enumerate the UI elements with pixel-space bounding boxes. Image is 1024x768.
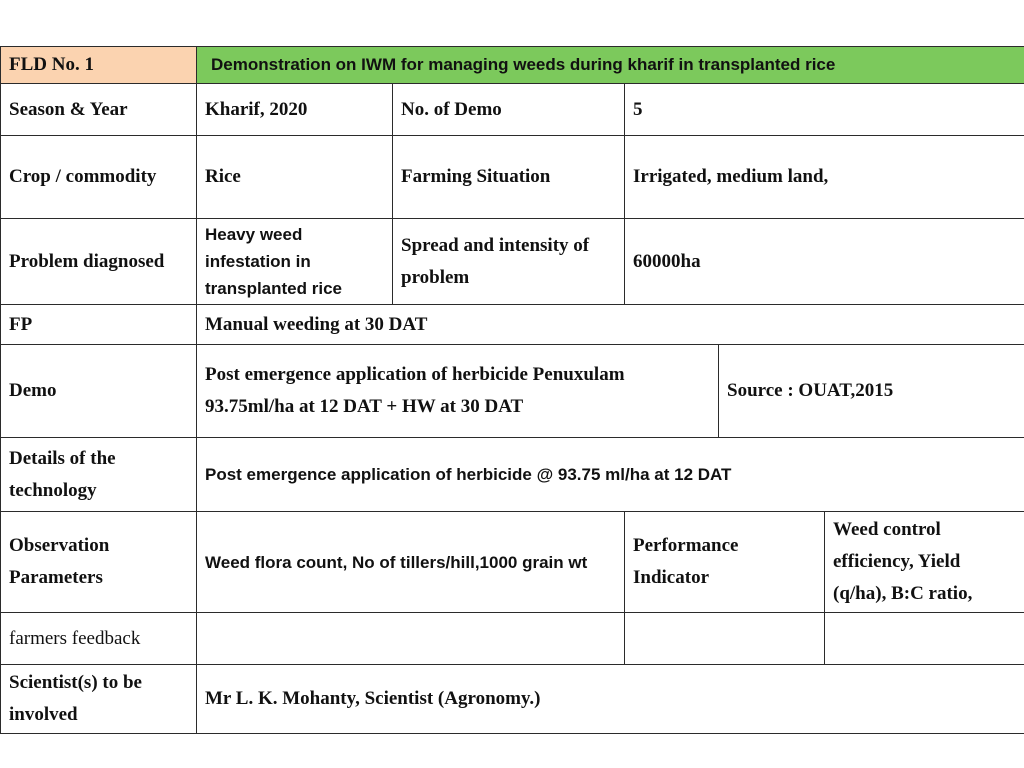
feedback-cell-3 [825,613,1024,665]
row-fp [1,305,1024,345]
row-feedback [1,613,1024,665]
season-value: Kharif, 2020 [197,84,393,136]
fld-number: FLD No. 1 [1,47,197,84]
observation-label: Observation Parameters [1,512,197,613]
problem-label: Problem diagnosed [1,219,197,305]
feedback-cell-2 [625,613,825,665]
performance-indicator-label: Performance Indicator [625,512,825,613]
scientist-label: Scientist(s) to be involved [1,665,197,734]
details-value: Post emergence application of herbicide @ 93.75 ml/ha at 12 DAT [197,438,1024,512]
feedback-label: farmers feedback [1,613,197,665]
problem-value: Heavy weed infestation in transplanted rice [197,219,393,305]
scientist-value: Mr L. K. Mohanty, Scientist (Agronomy.) [197,665,1024,734]
row-scientist [1,665,1024,734]
crop-value: Rice [197,136,393,219]
row-crop [1,136,1024,219]
details-label: Details of the technology [1,438,197,512]
farming-situation-label: Farming Situation [393,136,625,219]
row-season [1,84,1024,136]
observation-value: Weed flora count, No of tillers/hill,1000 grain wt [197,512,625,613]
demo-value: Post emergence application of herbicide Penuxulam 93.75ml/ha at 12 DAT + HW at 30 DAT [197,345,719,438]
farming-situation-value: Irrigated, medium land, [625,136,1024,219]
fp-value: Manual weeding at 30 DAT [197,305,1024,345]
performance-indicator-value: Weed control efficiency, Yield (q/ha), B:C ratio, [825,512,1024,613]
fld-table [0,46,1024,734]
row-details [1,438,1024,512]
row-observation [1,512,1024,613]
spread-value: 60000ha [625,219,1024,305]
row-demo [1,345,1024,438]
demonstration-title: Demonstration on IWM for managing weeds during kharif in transplanted rice [197,47,1024,84]
fp-label: FP [1,305,197,345]
spread-label: Spread and intensity of problem [393,219,625,305]
feedback-cell-1 [197,613,625,665]
demo-label: Demo [1,345,197,438]
demo-source: Source : OUAT,2015 [719,345,1024,438]
row-problem [1,219,1024,305]
header-row [1,47,1024,84]
season-label: Season & Year [1,84,197,136]
crop-label: Crop / commodity [1,136,197,219]
demo-count-value: 5 [625,84,1024,136]
demo-count-label: No. of Demo [393,84,625,136]
